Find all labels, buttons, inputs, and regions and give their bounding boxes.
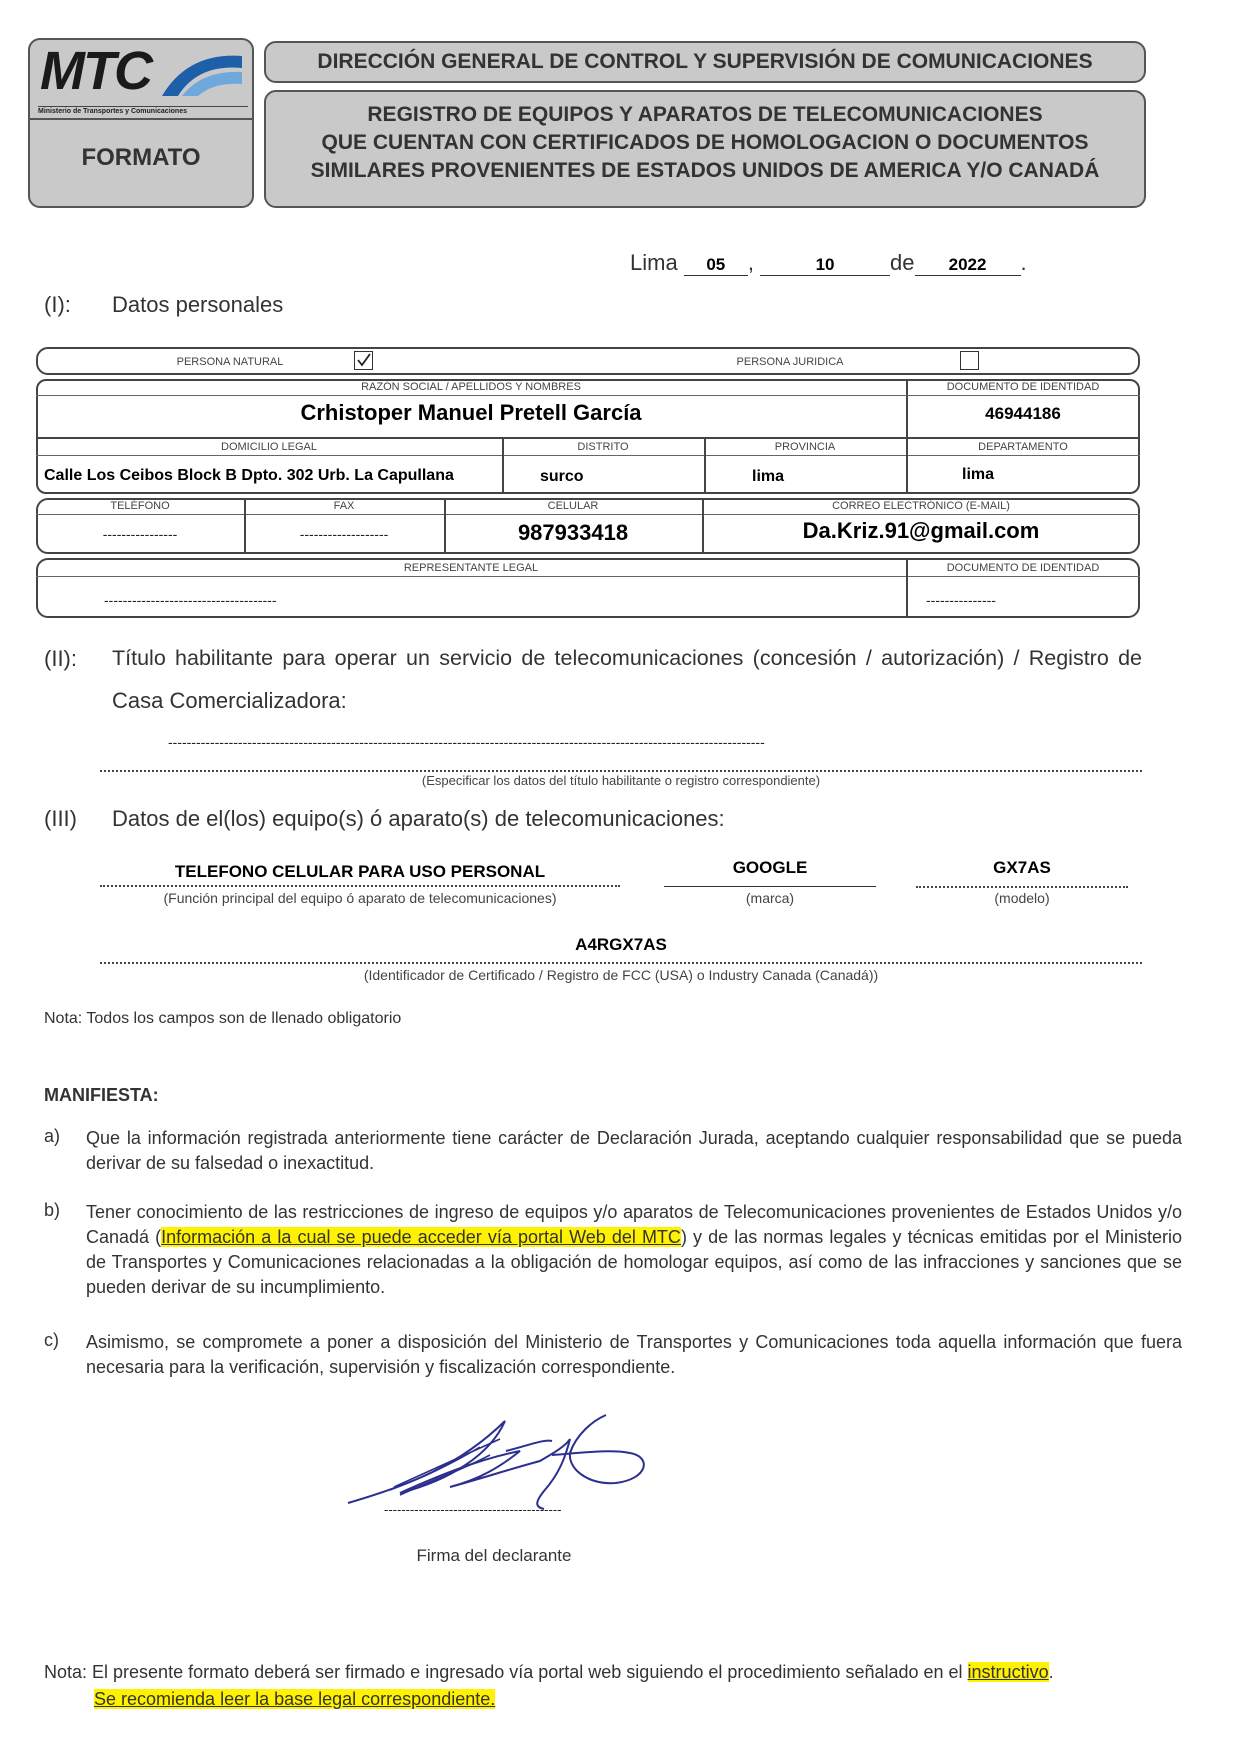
item-b-text-1: Tener conocimiento de las restricciones de ingreso de equipos y/o aparatos de Telecomunicaciones provenientes de Estados Unidos y/o Canadá ( (86, 1202, 1182, 1247)
signature-label: Firma del declarante (416, 1546, 572, 1565)
logo-text: MTC (40, 41, 151, 101)
marca-value[interactable]: GOOGLE (732, 858, 808, 877)
mtc-logo (38, 41, 244, 115)
section2-value[interactable]: -------------------------------------------------------------------------------------------------------------------------------- (168, 734, 765, 750)
modelo-value[interactable]: GX7AS (993, 858, 1051, 877)
form-title-line-3: SIMILARES PROVENIENTES DE ESTADOS UNIDOS DE AMERICA Y/O CANADÁ (310, 159, 1100, 182)
persona-juridica-checkbox[interactable] (960, 351, 979, 370)
representante-label: REPRESENTANTE LEGAL (403, 562, 539, 574)
form-title-line-2: QUE CUENTAN CON CERTIFICADOS DE HOMOLOGACION O DOCUMENTOS (321, 131, 1089, 154)
identificador-line (100, 962, 1142, 964)
domicilio-value[interactable]: Calle Los Ceibos Block B Dpto. 302 Urb. La Capullana (44, 467, 454, 484)
telefono-value[interactable]: ---------------- (102, 526, 178, 542)
form-title-line-1: REGISTRO DE EQUIPOS Y APARATOS DE TELECOMUNICACIONES (367, 103, 1043, 126)
doc-identidad-value[interactable]: 46944186 (985, 404, 1061, 423)
funcion-value[interactable]: TELEFONO CELULAR PARA USO PERSONAL (174, 862, 546, 881)
nota-obligatorio: Nota: Todos los campos son de llenado obligatorio (44, 1010, 402, 1027)
date-de: de (890, 250, 915, 275)
direction-title: DIRECCIÓN GENERAL DE CONTROL Y SUPERVISIÓN DE COMUNICACIONES (317, 50, 1093, 73)
nota-final-period: . (1048, 1662, 1054, 1682)
item-c-marker: c) (44, 1330, 59, 1350)
telefono-label: TELÉFONO (110, 500, 170, 512)
modelo-caption: (modelo) (994, 890, 1050, 906)
section2-title-line-2: Casa Comercializadora: (112, 688, 347, 713)
base-legal-link[interactable]: Se recomienda leer la base legal correspondiente. (94, 1689, 496, 1709)
persona-juridica-label: PERSONA JURIDICA (736, 356, 844, 368)
date-city: Lima (630, 250, 678, 275)
section2-number: (II): (44, 646, 77, 671)
fax-label: FAX (333, 500, 355, 512)
logo-swoosh-icon (158, 48, 244, 100)
marca-caption: (marca) (745, 890, 795, 906)
funcion-caption: (Función principal del equipo ó aparato de telecomunicaciones) (163, 890, 557, 906)
item-c-text: Asimismo, se compromete a poner a disposición del Ministerio de Transportes y Comunicaciones toda aquella información que fuera necesaria para la verificación, supervisión y fiscalización correspondiente. (86, 1332, 1182, 1377)
manifiesta-title: MANIFIESTA: (44, 1085, 159, 1105)
item-a-marker: a) (44, 1126, 61, 1146)
provincia-label: PROVINCIA (774, 441, 836, 453)
instructivo-link[interactable]: instructivo (967, 1662, 1049, 1682)
fax-value[interactable]: ------------------- (299, 526, 389, 542)
razon-social-label: RAZÓN SOCIAL / APELLIDOS Y NOMBRES (361, 381, 581, 393)
departamento-label: DEPARTAMENTO (978, 441, 1068, 453)
provincia-value[interactable]: lima (752, 468, 785, 485)
item-b-text-2: ) y de las normas legales y técnicas emitidas por el Ministerio de Transportes y Comunicaciones relacionadas a la obligación de homologar equipos, así como de las infracciones y sanciones que se pueden derivar de su incumplimiento. (86, 1227, 1182, 1297)
mtc-portal-link[interactable]: Información a la cual se puede acceder vía portal Web del MTC (161, 1227, 681, 1247)
item-a-text: Que la información registrada anteriormente tiene carácter de Declaración Jurada, aceptando cualquier responsabilidad que se pueda derivar de su falsedad o inexactitud. (86, 1128, 1182, 1173)
nota-final-line-2 (94, 1689, 495, 1710)
section2-title-line-1: Título habilitante para operar un servicio de telecomunicaciones (concesión / autorización) / Registro de (112, 646, 1142, 670)
distrito-label: DISTRITO (577, 441, 629, 453)
form-title-box (264, 90, 1146, 208)
name-label-line (36, 395, 1140, 396)
item-b-marker: b) (44, 1200, 61, 1220)
section2-caption: (Especificar los datos del título habilitante o registro correspondiente) (421, 773, 821, 788)
date-day-field[interactable] (684, 255, 748, 276)
marca-line (664, 886, 876, 887)
funcion-line (100, 885, 620, 887)
date-day: 05 (706, 255, 726, 274)
logo-divider (30, 118, 252, 120)
rep-doc-label: DOCUMENTO DE IDENTIDAD (946, 562, 1100, 574)
celular-label: CELULAR (547, 500, 599, 512)
nota-final-line-1 (44, 1662, 1054, 1683)
section3-title: Datos de el(los) equipo(s) ó aparato(s) de telecomunicaciones: (112, 806, 725, 831)
correo-label: CORREO ELECTRÓNICO (E-MAIL) (832, 500, 1010, 512)
address-label-line (36, 455, 1140, 456)
contact-label-line (36, 514, 1140, 515)
item-b-text (86, 1200, 1182, 1300)
signature-line: ----------------------------------------- (384, 1502, 562, 1517)
identificador-caption: (Identificador de Certificado / Registro de FCC (USA) o Industry Canada (Canadá)) (363, 967, 879, 983)
correo-value[interactable]: Da.Kriz.91@gmail.com (802, 518, 1040, 543)
razon-social-value[interactable]: Crhistoper Manuel Pretell García (300, 400, 642, 425)
date-line: Lima 05 , 10 de 2022 . (630, 250, 1027, 275)
modelo-line (916, 886, 1128, 888)
doc-identidad-label: DOCUMENTO DE IDENTIDAD (946, 381, 1100, 393)
celular-value[interactable]: 987933418 (517, 520, 629, 545)
date-year-field[interactable] (915, 255, 1021, 276)
distrito-value[interactable]: surco (540, 468, 584, 485)
section3-number: (III) (44, 806, 77, 831)
section1-number: (I): (44, 292, 71, 317)
date-year: 2022 (948, 255, 987, 274)
representante-value[interactable]: ------------------------------------- (104, 592, 277, 608)
direction-title-box (264, 41, 1146, 83)
section2-dotted-line (100, 770, 1142, 772)
rep-doc-value[interactable]: --------------- (926, 592, 996, 608)
checkmark-icon (355, 352, 372, 369)
persona-natural-checkbox[interactable] (354, 351, 373, 370)
date-month: 10 (815, 255, 835, 274)
persona-natural-label: PERSONA NATURAL (176, 356, 284, 368)
nota-final-text: Nota: El presente formato deberá ser firmado e ingresado vía portal web siguiendo el procedimiento señalado en el (44, 1662, 968, 1682)
domicilio-label: DOMICILIO LEGAL (221, 441, 317, 453)
identificador-value[interactable]: A4RGX7AS (575, 935, 667, 954)
section1-title: Datos personales (112, 292, 284, 317)
logo-subtitle: Ministerio de Transportes y Comunicaciones (38, 106, 248, 115)
representante-label-line (36, 576, 1140, 577)
formato-label: FORMATO (81, 144, 201, 171)
date-month-field[interactable] (760, 255, 890, 276)
logo-box (28, 38, 254, 208)
departamento-value[interactable]: lima (962, 466, 995, 483)
